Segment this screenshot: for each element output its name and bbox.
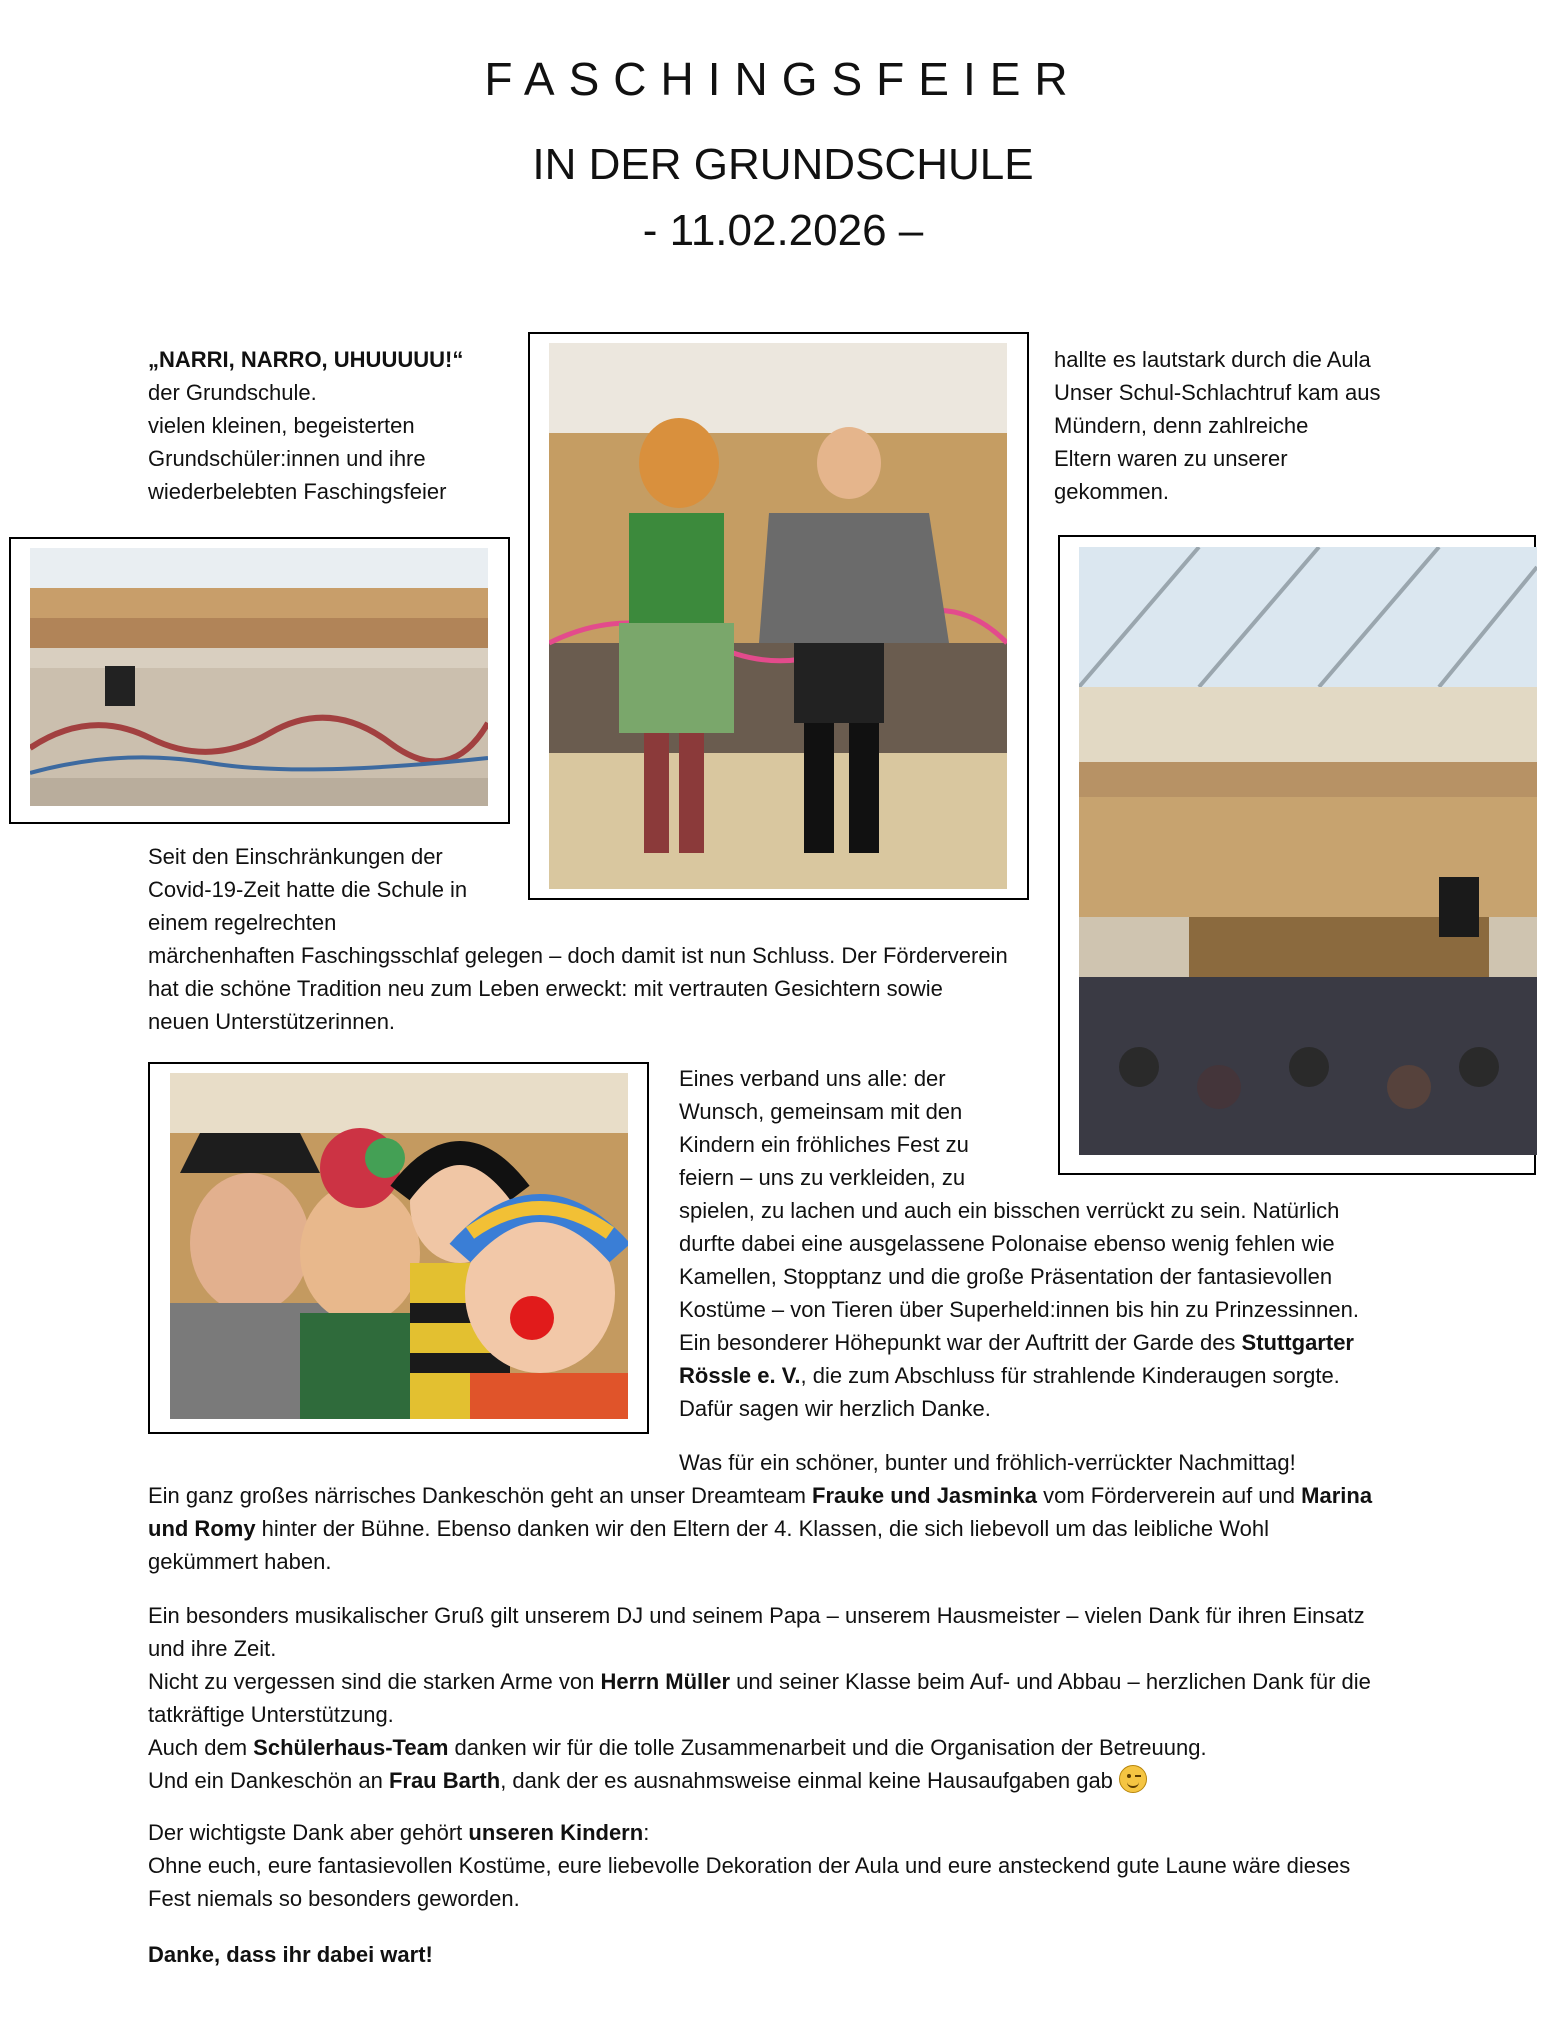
schuelerhaus-post: danken wir für die tolle Zusammenarbeit und die Organisation der Betreuung.: [448, 1735, 1207, 1760]
dj-line1: Ein besonders musikalischer Gruß gilt unserem DJ und seinem Papa – unserem Hausmeister – vielen Dank für ihren Einsatz: [148, 1603, 1365, 1628]
page-subtitle: IN DER GRUNDSCHULE: [532, 140, 1034, 189]
covid-line: neuen Unterstützerinnen.: [148, 1009, 396, 1034]
mueller-post: und seiner Klasse beim Auf- und Abbau – herzlichen Dank für die: [730, 1669, 1371, 1694]
intro-right-line: Eltern waren zu unserer: [1054, 446, 1288, 471]
intro-left-line: vielen kleinen, begeisterten: [148, 413, 415, 438]
closing-bold: Danke, dass ihr dabei wart!: [148, 1942, 433, 1967]
wish-paragraph: [679, 1062, 1399, 1425]
dream-mid: vom Förderverein auf und: [1037, 1483, 1302, 1508]
barth-bold: Frau Barth: [388, 1768, 501, 1793]
dj-paragraph: [148, 1599, 1478, 1797]
covid-line: einem regelrechten: [148, 910, 337, 935]
wish-line: feiern – uns zu verkleiden, zu: [679, 1165, 966, 1190]
covid-line: Covid-19-Zeit hatte die Schule in: [148, 877, 468, 902]
photo-performers: [549, 343, 1007, 889]
kids-post: :: [643, 1820, 650, 1845]
dream-names-2a: Marina: [1301, 1483, 1373, 1508]
wish-line: spielen, zu lachen und auch ein bisschen verrückt zu sein. Natürlich: [679, 1198, 1340, 1223]
wish-line: Kindern ein fröhliches Fest zu: [679, 1132, 969, 1157]
thanks-line: Dafür sagen wir herzlich Danke.: [679, 1396, 991, 1421]
roessle-bold: Rössle e. V.: [679, 1363, 801, 1388]
wish-line: Kamellen, Stopptanz und die große Präsentation der fantasievollen: [679, 1264, 1333, 1289]
intro-right-line: hallte es lautstark durch die Aula: [1054, 347, 1371, 372]
dreamteam-paragraph: [148, 1479, 1448, 1578]
barth-pre: Und ein Dankeschön an: [148, 1768, 389, 1793]
highlight-pre: Ein besonderer Höhepunkt war der Auftritt der Garde des: [679, 1330, 1242, 1355]
event-date: - 11.02.2026 –: [642, 206, 924, 255]
dream-names-1: Frauke und Jasminka: [812, 1483, 1037, 1508]
intro-right: [1054, 343, 1474, 508]
covid-line: hat die schöne Tradition neu zum Leben erweckt: mit vertrauten Gesichtern sowie: [148, 976, 943, 1001]
kids-line2: Ohne euch, eure fantasievollen Kostüme, eure liebevolle Dekoration der Aula und eure ansteckend gute Laune wäre dieses: [148, 1853, 1351, 1878]
mueller-pre: Nicht zu vergessen sind die starken Arme von: [148, 1669, 601, 1694]
schuelerhaus-pre: Auch dem: [148, 1735, 254, 1760]
dream-names-2b: und Romy: [148, 1516, 256, 1541]
photo-team-selfie: [170, 1073, 628, 1419]
closing-line: [148, 1938, 433, 1971]
winking-face-icon: [1119, 1765, 1147, 1793]
highlight-line: [679, 1326, 1399, 1359]
wish-line: Kostüme – von Tieren über Superheld:innen bis hin zu Prinzessinnen.: [679, 1297, 1359, 1322]
covid-paragraph: [148, 840, 1048, 1038]
intro-left-line: Grundschüler:innen und ihre: [148, 446, 426, 471]
intro-right-line: Unser Schul-Schlachtruf kam aus: [1054, 380, 1381, 405]
wish-line: Eines verband uns alle: der: [679, 1066, 946, 1091]
schuelerhaus-bold: Schülerhaus-Team: [253, 1735, 449, 1760]
intro-right-line: Mündern, denn zahlreiche: [1054, 413, 1309, 438]
dream-pre: Ein ganz großes närrisches Dankeschön geht an unser Dreamteam: [148, 1483, 813, 1508]
dream-line3: gekümmert haben.: [148, 1549, 332, 1574]
highlight-line-2: [679, 1359, 1399, 1392]
photo-aula-overview: [30, 548, 488, 806]
kids-bold: unseren Kindern: [468, 1820, 644, 1845]
dj-line2: und ihre Zeit.: [148, 1636, 277, 1661]
afternoon-line: Was für ein schöner, bunter und fröhlich-verrückter Nachmittag!: [679, 1450, 1296, 1475]
intro-left: [148, 343, 488, 508]
stuttgarter-bold: Stuttgarter: [1241, 1330, 1354, 1355]
dream-post: hinter der Bühne. Ebenso danken wir den Eltern der 4. Klassen, die sich liebevoll um das leibliche Wohl: [255, 1516, 1269, 1541]
wish-line: Wunsch, gemeinsam mit den: [679, 1099, 963, 1124]
covid-line: Seit den Einschränkungen der: [148, 844, 443, 869]
kids-pre: Der wichtigste Dank aber gehört: [148, 1820, 469, 1845]
intro-left-line: der Grundschule.: [148, 380, 317, 405]
intro-left-line: wiederbelebten Faschingsfeier: [148, 479, 447, 504]
page-title: FASCHINGSFEIER: [484, 53, 1082, 105]
mueller-bold: Herrn Müller: [600, 1669, 731, 1694]
mueller-line2: tatkräftige Unterstützung.: [148, 1702, 394, 1727]
covid-line: märchenhaften Faschingsschlaf gelegen – doch damit ist nun Schluss. Der Förderverein: [148, 943, 1008, 968]
kids-paragraph: [148, 1816, 1478, 1915]
intro-right-line: gekommen.: [1054, 479, 1169, 504]
kids-line3: Fest niemals so besonders geworden.: [148, 1886, 520, 1911]
wish-line: durfte dabei eine ausgelassene Polonaise ebenso wenig fehlen wie: [679, 1231, 1335, 1256]
highlight-post: , die zum Abschluss für strahlende Kinderaugen sorgte.: [800, 1363, 1340, 1388]
barth-post: , dank der es ausnahmsweise einmal keine Hausaufgaben gab: [500, 1768, 1120, 1793]
cheer-text: „NARRI, NARRO, UHUUUUU!“: [148, 347, 464, 372]
